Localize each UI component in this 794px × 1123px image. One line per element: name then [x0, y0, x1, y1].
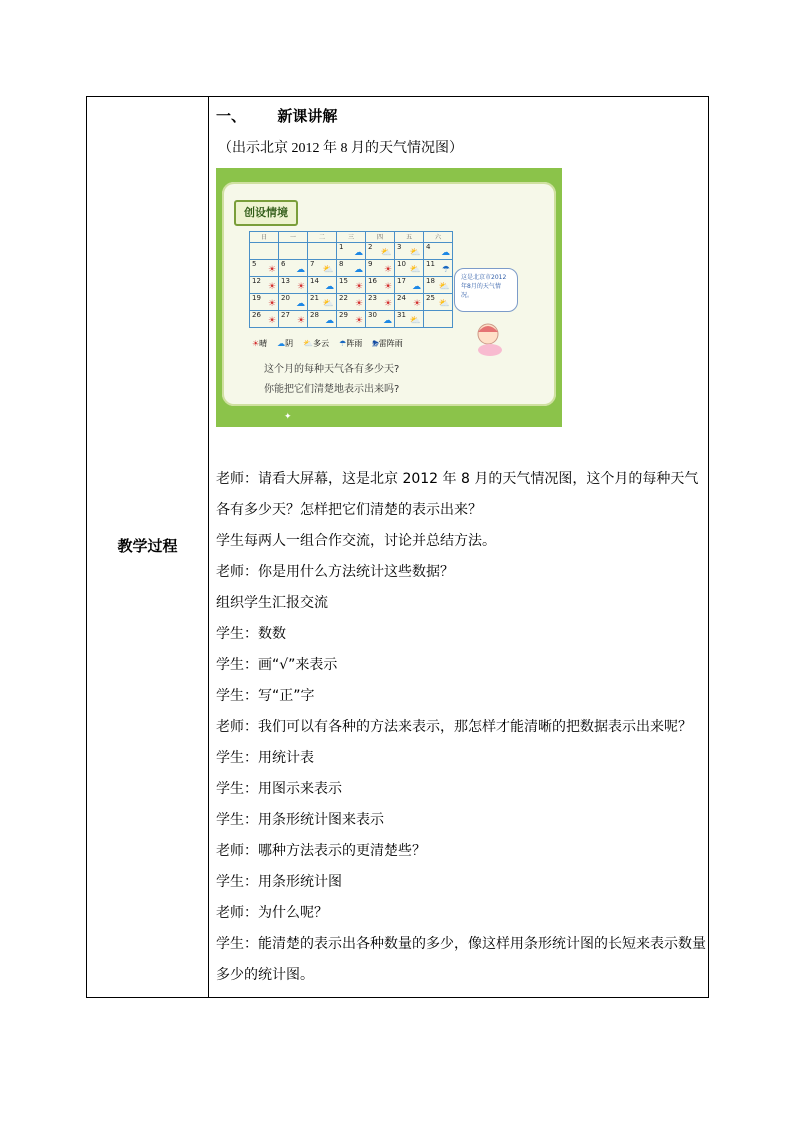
cloud-weather-icon: ☁	[354, 248, 363, 258]
cloud-legend-icon: ☁	[277, 339, 286, 348]
dialogue-line: 老师：你是用什么方法统计这些数据？	[216, 564, 454, 580]
sun-weather-icon: ☀	[354, 316, 363, 326]
legend-label: 阴	[285, 339, 294, 348]
calendar-day	[308, 243, 337, 260]
calendar-day	[250, 311, 279, 328]
figure-tab: 创设情境	[234, 200, 298, 226]
dialogue-line: 学生：画“√”来表示	[216, 657, 338, 673]
day-number: 19	[252, 294, 261, 302]
calendar-day	[395, 243, 424, 260]
sparkle-icon: ✦	[284, 411, 292, 421]
dialogue-line: 老师：请看大屏幕，这是北京 2012 年 8 月的天气情况图，这个月的每种天气各有多少天？怎样把它们清楚的表示出来？	[216, 471, 699, 518]
pc-weather-icon: ⛅	[322, 265, 334, 275]
day-number: 21	[310, 294, 319, 302]
calendar-weekday: 六	[424, 232, 453, 243]
day-number: 15	[339, 277, 348, 285]
legend-label: 阵雨	[346, 339, 363, 348]
calendar-day	[337, 260, 366, 277]
day-number: 18	[426, 277, 435, 285]
sun-weather-icon: ☀	[267, 316, 276, 326]
calendar-day	[279, 311, 308, 328]
day-number: 7	[310, 260, 315, 268]
cloud-weather-icon: ☁	[383, 316, 392, 326]
day-number: 17	[397, 277, 406, 285]
pc-weather-icon: ⛅	[438, 299, 450, 309]
calendar-day	[337, 311, 366, 328]
dialogue-line: 学生：写“正”字	[216, 688, 315, 704]
day-number: 22	[339, 294, 348, 302]
legend-item	[372, 339, 402, 348]
weather-legend	[252, 338, 413, 349]
rain-weather-icon: ☂	[441, 265, 450, 275]
day-number: 14	[310, 277, 319, 285]
calendar-day	[424, 260, 453, 277]
calendar-weekday: 五	[395, 232, 424, 243]
pc-weather-icon: ⛅	[409, 248, 421, 258]
dialogue-line: 老师：我们可以有各种的方法来表示，那怎样才能清晰的把数据表示出来呢？	[216, 719, 692, 735]
day-number: 30	[368, 311, 377, 319]
sun-weather-icon: ☀	[383, 299, 392, 309]
cloud-weather-icon: ☁	[412, 282, 421, 292]
section-title: 一、 新课讲解	[216, 107, 338, 125]
calendar-day	[395, 294, 424, 311]
pc-weather-icon: ⛅	[409, 265, 421, 275]
column-divider	[208, 97, 209, 997]
day-number: 13	[281, 277, 290, 285]
sun-weather-icon: ☀	[296, 316, 305, 326]
sun-weather-icon: ☀	[267, 299, 276, 309]
calendar-day	[366, 243, 395, 260]
calendar-day	[424, 277, 453, 294]
storm-legend-icon: ⛈	[372, 339, 379, 348]
pc-weather-icon: ⛅	[380, 248, 392, 258]
day-number: 3	[397, 243, 402, 251]
calendar-day	[308, 260, 337, 277]
cloud-weather-icon: ☁	[325, 316, 334, 326]
dialogue-line: 老师：为什么呢？	[216, 905, 328, 921]
calendar-day	[366, 277, 395, 294]
cloud-weather-icon: ☁	[354, 265, 363, 275]
sun-legend-icon: ☀	[252, 339, 260, 348]
sun-weather-icon: ☀	[267, 282, 276, 292]
calendar-day	[337, 277, 366, 294]
calendar-weekday: 日	[250, 232, 279, 243]
dialogue-line: 学生每两人一组合作交流，讨论并总结方法。	[216, 533, 496, 549]
cloud-weather-icon: ☁	[441, 248, 450, 258]
dialogue-line: 学生：用图示来表示	[216, 781, 342, 797]
question-one: 这个月的每种天气各有多少天?	[264, 364, 400, 375]
lesson-table	[86, 96, 709, 998]
calendar-day	[279, 243, 308, 260]
calendar-day	[250, 277, 279, 294]
calendar-day	[424, 243, 453, 260]
pc-weather-icon: ⛅	[322, 299, 334, 309]
day-number: 10	[397, 260, 406, 268]
day-number: 29	[339, 311, 348, 319]
sun-weather-icon: ☀	[412, 299, 421, 309]
dialogue-line: 老师：哪种方法表示的更清楚些？	[216, 843, 426, 859]
calendar-day	[366, 260, 395, 277]
calendar-day	[308, 277, 337, 294]
cloud-weather-icon: ☁	[296, 265, 305, 275]
day-number: 6	[281, 260, 286, 268]
dialogue-line: 学生：能清楚的表示出各种数量的多少，像这样用条形统计图的长短来表示数量多少的统计图。	[216, 936, 706, 983]
sun-weather-icon: ☀	[354, 282, 363, 292]
pc-weather-icon: ⛅	[409, 316, 421, 326]
legend-label: 雷阵雨	[378, 339, 403, 348]
day-number: 4	[426, 243, 431, 251]
cloud-weather-icon: ☁	[325, 282, 334, 292]
day-number: 5	[252, 260, 257, 268]
calendar-day	[279, 260, 308, 277]
day-number: 25	[426, 294, 435, 302]
day-number: 9	[368, 260, 373, 268]
legend-label: 晴	[259, 339, 268, 348]
calendar-day	[395, 311, 424, 328]
day-number: 11	[426, 260, 435, 268]
sun-weather-icon: ☀	[354, 299, 363, 309]
legend-item	[277, 339, 293, 348]
calendar-day	[250, 260, 279, 277]
legend-label: 多云	[313, 339, 330, 348]
calendar-day	[366, 311, 395, 328]
calendar-day	[308, 294, 337, 311]
calendar-day	[308, 311, 337, 328]
calendar-day	[395, 260, 424, 277]
calendar-day	[250, 243, 279, 260]
day-number: 20	[281, 294, 290, 302]
calendar-weekday: 一	[279, 232, 308, 243]
calendar-day	[279, 277, 308, 294]
dialogue-line: 学生：用条形统计图	[216, 874, 342, 890]
speech-bubble: 这是北京市2012年8月的天气情况。	[454, 268, 518, 312]
rain-legend-icon: ☂	[339, 339, 347, 348]
day-number: 2	[368, 243, 373, 251]
calendar-day	[250, 294, 279, 311]
calendar-day	[366, 294, 395, 311]
sun-weather-icon: ☀	[383, 282, 392, 292]
girl-illustration	[468, 318, 508, 358]
calendar-day	[337, 294, 366, 311]
section-subtitle: （出示北京 2012 年 8 月的天气情况图）	[218, 141, 463, 156]
cloud-weather-icon: ☁	[296, 299, 305, 309]
day-number: 27	[281, 311, 290, 319]
pc-legend-icon: ⛅	[303, 339, 314, 348]
day-number: 24	[397, 294, 406, 302]
sun-weather-icon: ☀	[383, 265, 392, 275]
day-number: 8	[339, 260, 344, 268]
calendar-day	[424, 294, 453, 311]
weather-calendar	[249, 231, 453, 328]
calendar-weekday: 四	[366, 232, 395, 243]
calendar-day	[337, 243, 366, 260]
calendar-day	[395, 277, 424, 294]
day-number: 12	[252, 277, 261, 285]
question-two: 你能把它们清楚地表示出来吗?	[264, 384, 400, 395]
day-number: 16	[368, 277, 377, 285]
dialogue-line: 学生：数数	[216, 626, 286, 642]
dialogue-line: 组织学生汇报交流	[216, 595, 328, 611]
legend-item	[252, 339, 267, 348]
day-number: 26	[252, 311, 261, 319]
legend-item	[339, 339, 362, 348]
day-number: 28	[310, 311, 319, 319]
legend-item	[303, 339, 329, 348]
calendar-day	[424, 311, 453, 328]
sun-weather-icon: ☀	[296, 282, 305, 292]
calendar-weekday: 三	[337, 232, 366, 243]
pc-weather-icon: ⛅	[438, 282, 450, 292]
weather-calendar-image	[216, 168, 562, 427]
figure-panel	[222, 182, 556, 406]
calendar-day	[279, 294, 308, 311]
sun-weather-icon: ☀	[267, 265, 276, 275]
row-label: 教学过程	[117, 537, 178, 555]
day-number: 23	[368, 294, 377, 302]
day-number: 31	[397, 311, 406, 319]
dialogue-line: 学生：用条形统计图来表示	[216, 812, 384, 828]
day-number: 1	[339, 243, 344, 251]
dialogue-line: 学生：用统计表	[216, 750, 314, 766]
calendar-weekday: 二	[308, 232, 337, 243]
